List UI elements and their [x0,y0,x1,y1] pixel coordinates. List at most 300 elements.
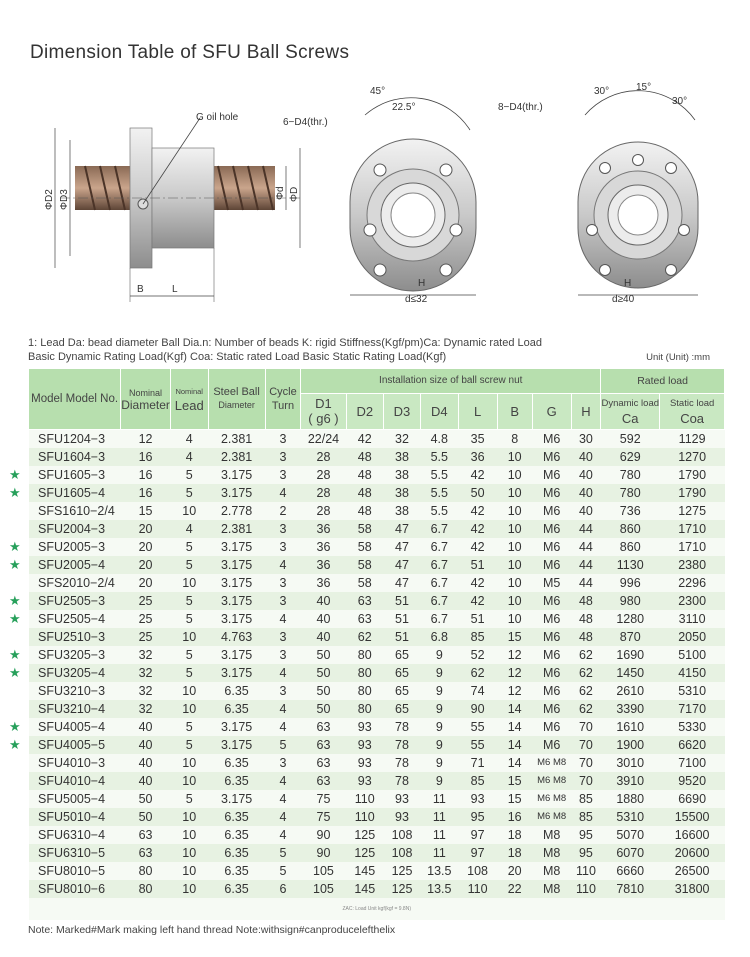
col-cycle-turn: Cycle Turn [265,369,301,429]
cell-d1: 105 [301,862,346,880]
cell-d2: 63 [346,592,383,610]
table-row [29,844,725,862]
cell-ball: 2.381 [208,429,265,448]
cell-ca: 870 [601,628,660,646]
oil-hole-label: G oil hole [196,112,239,123]
cell-ca: 1880 [601,790,660,808]
table-row [29,448,725,466]
cell-turn: 3 [265,574,301,592]
front-view-6-hole [350,98,476,295]
cell-b: 15 [497,628,532,646]
cell-ca: 629 [601,448,660,466]
cell-ca: 736 [601,502,660,520]
cell-d1: 28 [301,484,346,502]
col-b: B [497,393,532,429]
cell-model: SFU3205−3 [29,646,121,664]
legend-line-1: 1: Lead Da: bead diameter Ball Dia.n: Number of beads K: rigid Stiffness(Kgf/pm)Ca: Dynamic rated Load [28,337,543,349]
cell-lead: 10 [170,574,208,592]
cell-d4: 11 [421,826,458,844]
cell-model: SFU5005−4 [29,790,121,808]
cell-d2: 80 [346,682,383,700]
cell-l: 51 [458,556,497,574]
col-d4: D4 [421,393,458,429]
cell-d1: 36 [301,520,346,538]
dim-d3-label: ΦD3 [59,189,70,210]
cell-model: SFU6310−4 [29,826,121,844]
cell-model: SFU3205−4 [29,664,121,682]
dim-D-label: ΦD [289,186,300,202]
cell-h: 85 [571,790,601,808]
page-title: Dimension Table of SFU Ball Screws [30,42,350,63]
cell-lead: 5 [170,466,208,484]
cell-d2: 80 [346,700,383,718]
cell-b: 8 [497,429,532,448]
cell-d3: 78 [383,754,420,772]
cell-model: SFU2505−3 [29,592,121,610]
cell-model: SFU3210−3 [29,682,121,700]
cell-d3: 47 [383,556,420,574]
front2-angle-30a: 30° [594,86,610,97]
cell-d2: 125 [346,826,383,844]
cell-dia: 32 [121,700,171,718]
cell-model: SFU4010−3 [29,754,121,772]
col-lead: Nominal Lead [170,369,208,429]
cell-coa: 4150 [660,664,725,682]
cell-turn: 6 [265,880,301,898]
cell-ball: 6.35 [208,880,265,898]
legend-line-2: Basic Dynamic Rating Load(Kgf) Coa: Static rated Load Basic Static Rating Load(Kgf) [28,351,447,363]
col-model: Model Model No. [29,369,121,429]
cell-ball: 2.381 [208,520,265,538]
cell-h: 62 [571,700,601,718]
cell-lead: 10 [170,502,208,520]
cell-turn: 4 [265,610,301,628]
cell-coa: 3110 [660,610,725,628]
cell-ca: 780 [601,466,660,484]
cell-ball: 3.175 [208,718,265,736]
cell-g: M6 [532,682,571,700]
cell-b: 10 [497,502,532,520]
cell-turn: 4 [265,556,301,574]
cell-b: 18 [497,826,532,844]
cell-dia: 16 [121,448,171,466]
front-view-8-hole [578,91,698,295]
cell-g: M6 [532,538,571,556]
cell-d3: 38 [383,466,420,484]
cell-l: 90 [458,700,497,718]
rated-load-header: Rated load [601,369,725,393]
cell-b: 10 [497,466,532,484]
cell-coa: 1790 [660,484,725,502]
table-row [29,718,725,736]
cell-ball: 3.175 [208,556,265,574]
cell-dia: 50 [121,790,171,808]
table-row [29,646,725,664]
cell-dia: 40 [121,718,171,736]
cell-d1: 28 [301,448,346,466]
cell-turn: 2 [265,502,301,520]
table-row [29,466,725,484]
cell-ball: 6.35 [208,862,265,880]
cell-model: SFS2010−2/4 [29,574,121,592]
cell-lead: 5 [170,718,208,736]
cell-d2: 48 [346,484,383,502]
cell-turn: 3 [265,448,301,466]
cell-model: SFU8010−5 [29,862,121,880]
cell-ca: 1130 [601,556,660,574]
cell-coa: 9520 [660,772,725,790]
cell-model: SFU2505−4 [29,610,121,628]
star-icon: ★ [9,467,21,482]
cell-d3: 51 [383,610,420,628]
cell-l: 35 [458,429,497,448]
cell-d2: 48 [346,466,383,484]
cell-lead: 10 [170,826,208,844]
star-icon: ★ [9,737,21,752]
star-icon: ★ [9,539,21,554]
cell-lead: 10 [170,700,208,718]
cell-ball: 3.175 [208,538,265,556]
cell-d4: 13.5 [421,862,458,880]
front2-holes-label: 8−D4(thr.) [498,102,543,113]
cell-coa: 6690 [660,790,725,808]
table-row [29,682,725,700]
cell-l: 55 [458,718,497,736]
cell-h: 44 [571,520,601,538]
cell-g: M8 [532,844,571,862]
cell-ball: 3.175 [208,664,265,682]
cell-dia: 12 [121,429,171,448]
cell-b: 15 [497,772,532,790]
spec-table [29,369,725,920]
cell-g: M6 [532,628,571,646]
table-row [29,664,725,682]
cell-d1: 36 [301,574,346,592]
cell-d3: 65 [383,682,420,700]
cell-lead: 5 [170,790,208,808]
cell-turn: 3 [265,429,301,448]
cell-d2: 58 [346,556,383,574]
cell-dia: 20 [121,556,171,574]
cell-h: 62 [571,664,601,682]
cell-d3: 51 [383,628,420,646]
cell-ca: 3010 [601,754,660,772]
cell-g: M6 [532,429,571,448]
cell-d1: 36 [301,556,346,574]
cell-model: SFU2005−3 [29,538,121,556]
installation-size-header: Installation size of ball screw nut [301,369,601,393]
cell-h: 70 [571,754,601,772]
front2-angle-30b: 30° [672,96,688,107]
cell-g: M6 M8 [532,754,571,772]
cell-lead: 10 [170,628,208,646]
cell-coa: 1790 [660,466,725,484]
cell-dia: 63 [121,844,171,862]
cell-d4: 6.7 [421,556,458,574]
cell-turn: 3 [265,682,301,700]
cell-d3: 38 [383,484,420,502]
front1-H-label: H [418,278,426,289]
cell-l: 71 [458,754,497,772]
cell-lead: 5 [170,610,208,628]
cell-coa: 7100 [660,754,725,772]
table-row [29,808,725,826]
cell-ca: 2610 [601,682,660,700]
table-row [29,772,725,790]
cell-d1: 90 [301,844,346,862]
cell-lead: 10 [170,754,208,772]
cell-d3: 51 [383,592,420,610]
cell-d2: 58 [346,538,383,556]
cell-d4: 6.7 [421,538,458,556]
cell-l: 95 [458,808,497,826]
cell-h: 40 [571,448,601,466]
cell-ball: 3.175 [208,610,265,628]
cell-g: M6 M8 [532,772,571,790]
cell-model: SFU4005−4 [29,718,121,736]
cell-b: 10 [497,538,532,556]
cell-d4: 11 [421,844,458,862]
cell-dia: 20 [121,520,171,538]
cell-ball: 3.175 [208,574,265,592]
cell-lead: 10 [170,844,208,862]
cell-b: 10 [497,556,532,574]
cell-d2: 80 [346,646,383,664]
cell-d2: 93 [346,736,383,754]
cell-coa: 5310 [660,682,725,700]
cell-l: 74 [458,682,497,700]
cell-d4: 6.7 [421,592,458,610]
cell-b: 10 [497,448,532,466]
cell-dia: 15 [121,502,171,520]
cell-d4: 11 [421,808,458,826]
cell-turn: 3 [265,538,301,556]
cell-d3: 93 [383,808,420,826]
col-d1: D1 ( g6 ) [301,393,346,429]
table-row [29,790,725,808]
cell-ca: 1690 [601,646,660,664]
table-row [29,880,725,898]
front1-condition: d≤32 [405,294,428,305]
cell-h: 110 [571,862,601,880]
cell-g: M6 [532,718,571,736]
table-footnote-row [29,898,725,920]
cell-g: M6 M8 [532,808,571,826]
cell-ca: 5310 [601,808,660,826]
cell-h: 95 [571,844,601,862]
cell-turn: 4 [265,826,301,844]
dim-d-label: Φd [275,186,286,200]
cell-coa: 2296 [660,574,725,592]
cell-lead: 10 [170,862,208,880]
cell-l: 42 [458,538,497,556]
front1-angle-45: 45° [370,86,386,97]
cell-ball: 2.381 [208,448,265,466]
cell-dia: 20 [121,538,171,556]
cell-g: M8 [532,826,571,844]
cell-g: M6 [532,736,571,754]
cell-lead: 10 [170,682,208,700]
cell-model: SFU4005−5 [29,736,121,754]
cell-d3: 47 [383,574,420,592]
table-row [29,484,725,502]
cell-l: 50 [458,484,497,502]
spec-table-body [29,429,725,920]
cell-lead: 5 [170,592,208,610]
cell-ball: 6.35 [208,808,265,826]
cell-h: 48 [571,592,601,610]
cell-turn: 4 [265,808,301,826]
cell-dia: 80 [121,880,171,898]
cell-coa: 5330 [660,718,725,736]
cell-ca: 780 [601,484,660,502]
cell-model: SFS1610−2/4 [29,502,121,520]
technical-drawing [0,70,750,320]
cell-b: 20 [497,862,532,880]
cell-d2: 63 [346,610,383,628]
cell-ball: 6.35 [208,772,265,790]
cell-dia: 32 [121,664,171,682]
cell-turn: 4 [265,484,301,502]
cell-h: 85 [571,808,601,826]
cell-d3: 78 [383,736,420,754]
cell-b: 16 [497,808,532,826]
cell-ball: 6.35 [208,754,265,772]
cell-h: 70 [571,736,601,754]
star-icon: ★ [9,593,21,608]
cell-h: 62 [571,682,601,700]
cell-model: SFU3210−4 [29,700,121,718]
cell-h: 70 [571,772,601,790]
table-row [29,736,725,754]
cell-d2: 62 [346,628,383,646]
cell-d1: 40 [301,592,346,610]
cell-turn: 4 [265,700,301,718]
cell-l: 108 [458,862,497,880]
cell-dia: 32 [121,646,171,664]
front1-holes-label: 6−D4(thr.) [283,117,328,128]
cell-turn: 3 [265,628,301,646]
cell-d2: 48 [346,448,383,466]
cell-b: 10 [497,520,532,538]
cell-g: M5 [532,574,571,592]
table-row [29,556,725,574]
star-icon: ★ [9,665,21,680]
cell-h: 95 [571,826,601,844]
cell-h: 70 [571,718,601,736]
cell-d1: 36 [301,538,346,556]
cell-turn: 3 [265,592,301,610]
cell-ball: 6.35 [208,682,265,700]
cell-ball: 3.175 [208,592,265,610]
cell-turn: 4 [265,718,301,736]
cell-lead: 5 [170,538,208,556]
cell-model: SFU2510−3 [29,628,121,646]
cell-coa: 7170 [660,700,725,718]
cell-turn: 3 [265,466,301,484]
cell-b: 14 [497,736,532,754]
cell-g: M6 M8 [532,790,571,808]
cell-ca: 980 [601,592,660,610]
cell-dia: 20 [121,574,171,592]
side-view [55,118,300,302]
cell-l: 110 [458,880,497,898]
cell-d4: 9 [421,754,458,772]
cell-ca: 5070 [601,826,660,844]
cell-coa: 20600 [660,844,725,862]
cell-model: SFU1204−3 [29,429,121,448]
cell-lead: 10 [170,772,208,790]
table-footnote: ZAC: Load Unit kgf(kgf = 9.8N) [29,898,725,920]
cell-g: M6 [532,610,571,628]
cell-h: 40 [571,466,601,484]
cell-d1: 75 [301,808,346,826]
cell-b: 10 [497,484,532,502]
cell-model: SFU1604−3 [29,448,121,466]
cell-coa: 6620 [660,736,725,754]
cell-d2: 145 [346,862,383,880]
cell-model: SFU1605−4 [29,484,121,502]
col-d2: D2 [346,393,383,429]
cell-g: M6 [532,664,571,682]
cell-ball: 6.35 [208,826,265,844]
cell-lead: 10 [170,808,208,826]
cell-coa: 1270 [660,448,725,466]
cell-d4: 6.7 [421,610,458,628]
cell-ball: 4.763 [208,628,265,646]
table-row [29,520,725,538]
cell-ball: 6.35 [208,700,265,718]
cell-g: M6 [532,556,571,574]
cell-b: 10 [497,610,532,628]
table-row [29,862,725,880]
cell-d4: 11 [421,790,458,808]
cell-d3: 125 [383,880,420,898]
cell-d2: 93 [346,772,383,790]
cell-dia: 16 [121,484,171,502]
cell-h: 62 [571,646,601,664]
cell-d2: 110 [346,808,383,826]
cell-d4: 9 [421,646,458,664]
cell-d1: 22/24 [301,429,346,448]
cell-lead: 10 [170,880,208,898]
cell-coa: 5100 [660,646,725,664]
cell-coa: 2300 [660,592,725,610]
bottom-note: Note: Marked#Mark making left hand thread Note:withsign#canproducelefthelix [28,924,396,936]
cell-d2: 110 [346,790,383,808]
cell-turn: 3 [265,754,301,772]
table-row [29,826,725,844]
cell-d1: 50 [301,646,346,664]
cell-l: 97 [458,826,497,844]
cell-coa: 31800 [660,880,725,898]
cell-d3: 65 [383,664,420,682]
cell-d4: 5.5 [421,466,458,484]
cell-h: 40 [571,484,601,502]
cell-b: 15 [497,790,532,808]
cell-g: M6 [532,520,571,538]
cell-d4: 6.7 [421,574,458,592]
front2-angle-15: 15° [636,82,652,93]
cell-d3: 93 [383,790,420,808]
cell-ca: 3910 [601,772,660,790]
star-icon: ★ [9,557,21,572]
cell-ca: 6660 [601,862,660,880]
cell-d4: 9 [421,682,458,700]
dim-L-label: L [172,284,178,295]
cell-d4: 5.5 [421,448,458,466]
cell-b: 10 [497,592,532,610]
